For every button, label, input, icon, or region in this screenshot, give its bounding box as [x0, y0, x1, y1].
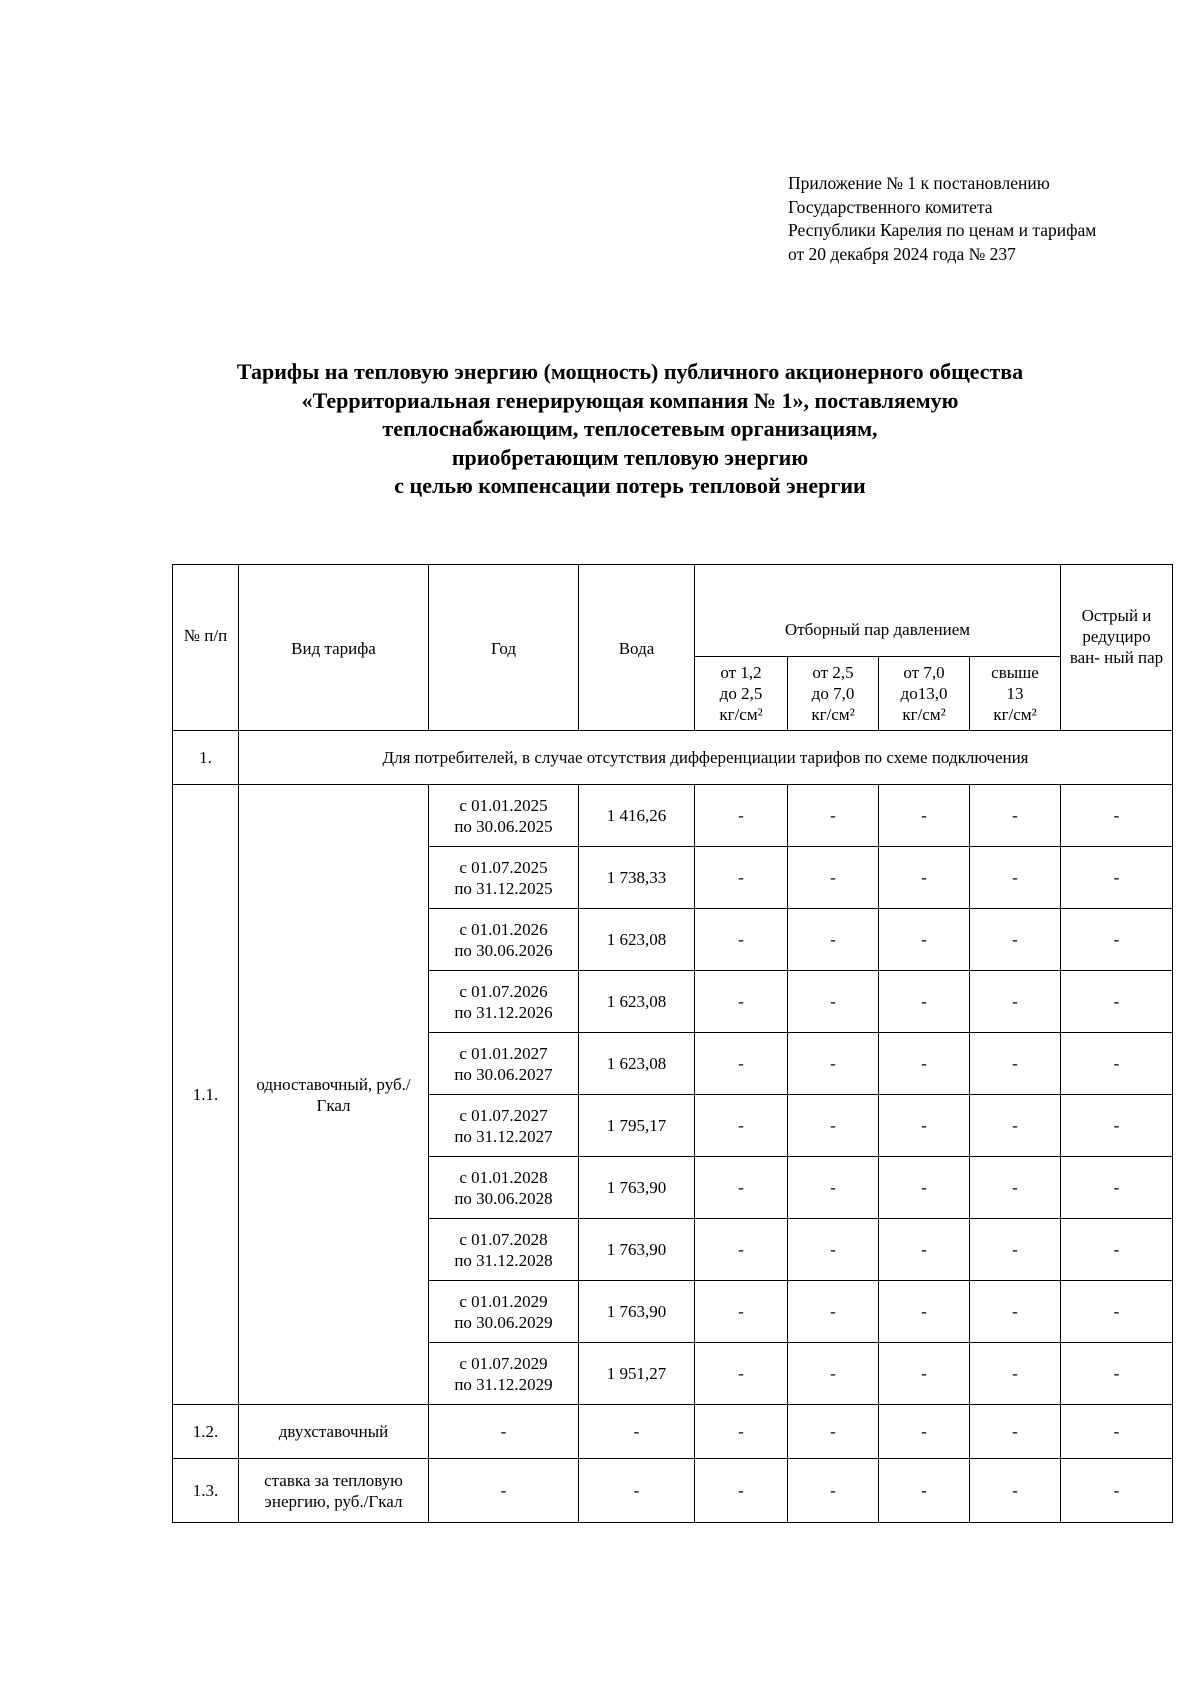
sharp-steam-value: -: [1061, 1157, 1173, 1219]
year-value: -: [429, 1405, 579, 1459]
water-value: -: [579, 1459, 695, 1523]
steam-4-value: -: [970, 1095, 1061, 1157]
two-rate-label: двухставочный: [239, 1405, 429, 1459]
header-steam-2-to: до 7,0: [811, 684, 855, 703]
period-from: с 01.01.2029: [459, 1291, 548, 1311]
water-value: -: [579, 1405, 695, 1459]
water-value: 1 623,08: [579, 909, 695, 971]
table-row: [173, 785, 1173, 847]
header-steam-1-unit: кг/см²: [719, 705, 763, 724]
steam-4-value: -: [970, 1281, 1061, 1343]
annex-line: Приложение № 1 к постановлению: [788, 173, 1050, 193]
header-year: Год: [429, 565, 579, 731]
period-cell: [429, 785, 579, 847]
period-from: с 01.07.2027: [459, 1105, 548, 1125]
period-from: с 01.01.2027: [459, 1043, 548, 1063]
header-steam-3-from: от 7,0: [903, 663, 945, 682]
steam-3-value: -: [879, 1459, 970, 1523]
annex-line: Республики Карелия по ценам и тарифам: [788, 220, 1097, 240]
steam-2-value: -: [788, 847, 879, 909]
period-to: по 31.12.2025: [454, 878, 553, 898]
table-row: [173, 1405, 1173, 1459]
period-cell: [429, 1033, 579, 1095]
steam-1-value: -: [695, 847, 788, 909]
period-to: по 31.12.2026: [454, 1002, 553, 1022]
header-steam-3-to: до13,0: [900, 684, 948, 703]
steam-4-value: -: [970, 1219, 1061, 1281]
steam-1-value: -: [695, 1459, 788, 1523]
water-value: 1 951,27: [579, 1343, 695, 1405]
title-line: приобретающим тепловую энергию: [451, 444, 809, 470]
steam-2-value: -: [788, 909, 879, 971]
period-cell: [429, 847, 579, 909]
steam-1-value: -: [695, 785, 788, 847]
water-value: 1 416,26: [579, 785, 695, 847]
water-value: 1 763,90: [579, 1281, 695, 1343]
steam-1-value: -: [695, 1405, 788, 1459]
steam-2-value: -: [788, 1157, 879, 1219]
steam-2-value: -: [788, 1095, 879, 1157]
steam-2-value: -: [788, 1459, 879, 1523]
steam-3-value: -: [879, 1281, 970, 1343]
tariff-table: [172, 564, 1173, 1523]
steam-4-value: -: [970, 1405, 1061, 1459]
water-value: 1 623,08: [579, 1033, 695, 1095]
period-to: по 30.06.2025: [454, 816, 553, 836]
annex-line: Государственного комитета: [788, 196, 993, 217]
steam-3-value: -: [879, 909, 970, 971]
period-from: с 01.07.2025: [459, 857, 548, 877]
period-to: по 31.12.2027: [454, 1126, 553, 1146]
period-to: по 31.12.2029: [454, 1374, 553, 1394]
header-steam-1-from: от 1,2: [720, 663, 762, 682]
header-tariff-type: Вид тарифа: [239, 565, 429, 731]
title-line: «Территориальная генерирующая компания № 1», поставляемую: [301, 387, 959, 413]
header-steam-4: [970, 657, 1061, 731]
steam-3-value: -: [879, 847, 970, 909]
water-value: 1 763,90: [579, 1219, 695, 1281]
water-value: 1 795,17: [579, 1095, 695, 1157]
period-cell: [429, 1157, 579, 1219]
period-to: по 31.12.2028: [454, 1250, 553, 1270]
two-rate-num: 1.2.: [173, 1405, 239, 1459]
period-cell: [429, 1343, 579, 1405]
period-to: по 30.06.2026: [454, 940, 553, 960]
steam-3-value: -: [879, 1343, 970, 1405]
steam-4-value: -: [970, 1157, 1061, 1219]
steam-1-value: -: [695, 1157, 788, 1219]
period-from: с 01.07.2028: [459, 1229, 548, 1249]
steam-4-value: -: [970, 1343, 1061, 1405]
header-steam-1-to: до 2,5: [719, 684, 763, 703]
annex-line: от 20 декабря 2024 года № 237: [788, 243, 1016, 264]
energy-rate-num: 1.3.: [173, 1459, 239, 1523]
header-steam-4-from: свыше: [991, 663, 1039, 682]
header-steam-4-unit: кг/см²: [993, 705, 1037, 724]
period-to: по 30.06.2027: [454, 1064, 553, 1084]
steam-3-value: -: [879, 1095, 970, 1157]
period-to: по 30.06.2028: [454, 1188, 553, 1208]
year-value: -: [429, 1459, 579, 1523]
steam-1-value: -: [695, 971, 788, 1033]
steam-4-value: -: [970, 971, 1061, 1033]
document-title: [130, 358, 1130, 501]
sharp-steam-value: -: [1061, 909, 1173, 971]
steam-2-value: -: [788, 785, 879, 847]
title-line: с целью компенсации потерь тепловой энергии: [394, 473, 866, 498]
period-cell: [429, 1281, 579, 1343]
period-to: по 30.06.2029: [454, 1312, 553, 1332]
header-water: Вода: [579, 565, 695, 731]
steam-3-value: -: [879, 1157, 970, 1219]
steam-3-value: -: [879, 971, 970, 1033]
steam-2-value: -: [788, 1281, 879, 1343]
header-num: № п/п: [173, 565, 239, 731]
title-line: теплоснабжающим, теплосетевым организациям,: [382, 416, 878, 441]
header-steam-1: [695, 657, 788, 731]
header-steam-2-from: от 2,5: [812, 663, 854, 682]
water-value: 1 738,33: [579, 847, 695, 909]
steam-2-value: -: [788, 971, 879, 1033]
sharp-steam-value: -: [1061, 1405, 1173, 1459]
sharp-steam-value: -: [1061, 1219, 1173, 1281]
water-value: 1 763,90: [579, 1157, 695, 1219]
one-rate-num: 1.1.: [173, 785, 239, 1405]
steam-2-value: -: [788, 1219, 879, 1281]
period-from: с 01.07.2029: [459, 1353, 548, 1373]
header-steam-2-unit: кг/см²: [811, 705, 855, 724]
steam-1-value: -: [695, 1219, 788, 1281]
steam-3-value: -: [879, 785, 970, 847]
steam-4-value: -: [970, 909, 1061, 971]
steam-4-value: -: [970, 1033, 1061, 1095]
sharp-steam-value: -: [1061, 1033, 1173, 1095]
sharp-steam-value: -: [1061, 971, 1173, 1033]
steam-2-value: -: [788, 1343, 879, 1405]
steam-1-value: -: [695, 909, 788, 971]
header-steam-3: [879, 657, 970, 731]
header-steam-4-to: 13: [1006, 684, 1024, 703]
period-cell: [429, 909, 579, 971]
steam-1-value: -: [695, 1343, 788, 1405]
steam-3-value: -: [879, 1219, 970, 1281]
period-from: с 01.01.2025: [459, 795, 548, 815]
period-from: с 01.07.2026: [459, 981, 548, 1001]
title-line: Тарифы на тепловую энергию (мощность) публичного акционерного общества: [236, 359, 1024, 384]
sharp-steam-value: -: [1061, 785, 1173, 847]
sharp-steam-value: -: [1061, 1343, 1173, 1405]
steam-1-value: -: [695, 1033, 788, 1095]
header-sharp-steam: Острый и редуциро ван- ный пар: [1061, 565, 1173, 731]
header-steam-3-unit: кг/см²: [902, 705, 946, 724]
sharp-steam-value: -: [1061, 1459, 1173, 1523]
one-rate-label: одноставочный, руб./Гкал: [239, 785, 429, 1405]
sharp-steam-value: -: [1061, 1281, 1173, 1343]
header-steam-group: Отборный пар давлением: [695, 565, 1061, 657]
period-cell: [429, 1219, 579, 1281]
steam-1-value: -: [695, 1281, 788, 1343]
steam-3-value: -: [879, 1405, 970, 1459]
section-num: 1.: [173, 731, 239, 785]
steam-4-value: -: [970, 1459, 1061, 1523]
sharp-steam-value: -: [1061, 847, 1173, 909]
period-from: с 01.01.2026: [459, 919, 548, 939]
steam-4-value: -: [970, 847, 1061, 909]
steam-3-value: -: [879, 1033, 970, 1095]
section-label: Для потребителей, в случае отсутствия дифференциации тарифов по схеме подключения: [239, 731, 1173, 785]
table-row: [173, 1459, 1173, 1523]
sharp-steam-value: -: [1061, 1095, 1173, 1157]
period-from: с 01.01.2028: [459, 1167, 548, 1187]
water-value: 1 623,08: [579, 971, 695, 1033]
steam-2-value: -: [788, 1033, 879, 1095]
period-cell: [429, 1095, 579, 1157]
steam-1-value: -: [695, 1095, 788, 1157]
energy-rate-label: ставка за тепловую энергию, руб./Гкал: [239, 1459, 429, 1523]
steam-4-value: -: [970, 785, 1061, 847]
steam-2-value: -: [788, 1405, 879, 1459]
header-steam-2: [788, 657, 879, 731]
period-cell: [429, 971, 579, 1033]
section-row: [173, 731, 1173, 785]
annex-reference: [788, 172, 1188, 266]
